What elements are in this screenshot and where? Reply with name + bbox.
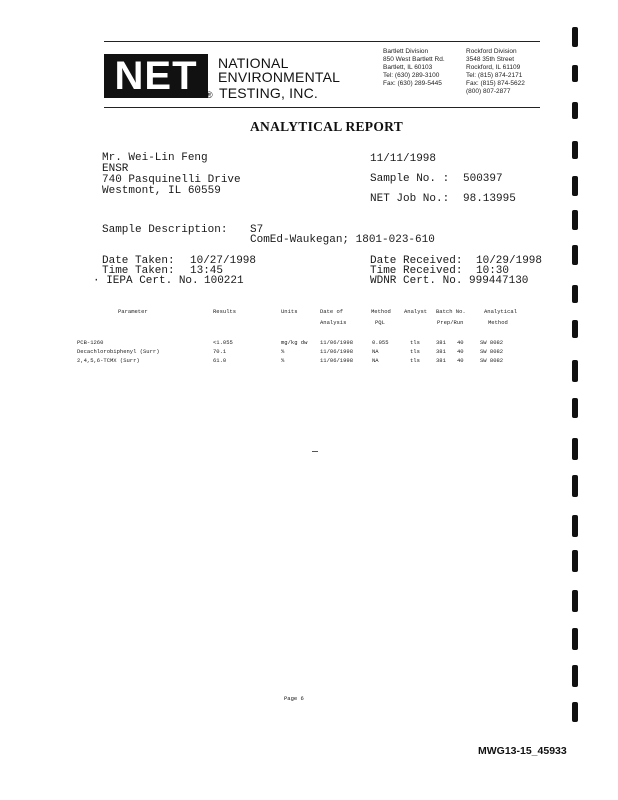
binder-mark [572,438,578,460]
row1-method: SW 8082 [480,339,504,346]
row2-analyst: tls [410,348,420,355]
sample-description-label: Sample Description: [102,224,228,236]
report-date: 11/11/1998 [370,153,437,165]
row3-pql: NA [372,357,379,364]
binder-mark [572,245,578,265]
row3-units: % [281,357,285,364]
row2-run: 40 [457,348,464,355]
job-no-value: 98.13995 [463,193,516,205]
date-received-value: 10/29/1998 [476,255,543,267]
row2-method: SW 8082 [480,348,504,355]
net-logo [104,54,208,98]
col-header-analysis: Analysis [320,319,347,326]
header-top-rule [104,41,540,42]
col-header-pql: PQL [375,319,385,326]
row1-parameter: PCB-1260 [77,339,104,346]
binder-mark [572,285,578,303]
sample-no-label: Sample No. : [370,173,450,185]
row1-date: 11/06/1998 [320,339,354,346]
row1-run: 40 [457,339,464,346]
wdnr-cert-label: WDNR Cert. No. [370,275,463,287]
logo-text: NET [114,53,198,98]
sample-description-line1: S7 [250,224,264,236]
row3-parameter: 2,4,5,6-TCMX (Surr) [77,357,140,364]
row3-run: 40 [457,357,464,364]
row2-pql: NA [372,348,379,355]
binder-mark [572,515,578,537]
company-name-line1: NATIONAL [218,55,289,71]
client-name: Mr. Wei-Lin Feng [102,152,208,164]
time-received-label: Time Received: [370,265,463,277]
row3-results: 61.0 [213,357,227,364]
rockford-line: Tel: (815) 874-2171 [466,72,523,79]
client-company: ENSR [102,163,129,175]
company-name-line3 [206,86,318,103]
binder-mark [572,702,578,722]
iepa-cert-bullet: · [93,275,107,287]
col-header-method2: Method [488,319,508,326]
row3-method: SW 8082 [480,357,504,364]
bartlett-line: Bartlett, IL 60103 [383,64,433,71]
col-header-units: Units [281,308,298,315]
rockford-line: Rockford, IL 61109 [466,64,521,71]
bartlett-line: Fax: (630) 289-5445 [383,80,442,87]
bartlett-line: Bartlett Division [383,48,429,55]
row3-analyst: tls [410,357,420,364]
binder-mark [572,590,578,612]
company-name-line2: ENVIRONMENTAL [218,69,341,85]
binder-mark [572,65,578,82]
col-header-date-of: Date of [320,308,344,315]
header-bottom-rule [104,107,540,108]
row2-batch: 381 [436,348,446,355]
company-name-line3-text: TESTING, INC. [218,85,318,101]
document-id: MWG13-15_45933 [478,745,567,757]
date-taken-label: Date Taken: [102,255,175,267]
date-received-label: Date Received: [370,255,463,267]
binder-mark [572,475,578,497]
row3-date: 11/06/1998 [320,357,354,364]
row1-pql: 0.055 [372,339,389,346]
col-header-method: Method [371,308,391,315]
col-header-results: Results [213,308,237,315]
registered-mark: ® [206,90,213,100]
rockford-line: 3548 35th Street [466,56,515,63]
binder-mark [572,628,578,650]
binder-mark [572,360,578,382]
time-received-value: 10:30 [476,265,510,277]
bartlett-line: Tel: (630) 289-3100 [383,72,440,79]
col-header-batch: Batch No. [436,308,466,315]
sample-no-value: 500397 [463,173,503,185]
row3-batch: 381 [436,357,446,364]
binder-mark [572,550,578,572]
job-no-label: NET Job No.: [370,193,450,205]
rockford-division-address [466,48,525,96]
bartlett-division-address [383,48,445,88]
time-taken-label: Time Taken: [102,265,175,277]
rockford-line: Rockford Division [466,48,517,55]
binder-mark [572,102,578,119]
binder-mark [572,27,578,47]
row1-batch: 381 [436,339,446,346]
col-header-parameter: Parameter [118,308,148,315]
date-taken-value: 10/27/1998 [190,255,257,267]
binder-mark [572,210,578,230]
iepa-cert-value: 100221 [204,275,244,287]
binder-mark [572,320,578,338]
rockford-line: Fax: (815) 874-5622 [466,80,525,87]
binder-mark [572,665,578,687]
client-street: 740 Pasquinelli Drive [102,174,241,186]
report-title: ANALYTICAL REPORT [250,119,404,134]
iepa-cert [93,275,199,287]
time-taken-value: 13:45 [190,265,224,277]
row2-units: % [281,348,285,355]
row1-results: <1.055 [213,339,233,346]
scan-speck [312,451,318,452]
row1-analyst: tls [410,339,420,346]
col-header-analyst: Analyst [404,308,428,315]
binder-mark [572,176,578,196]
sample-description-line2: ComEd-Waukegan; 1801-023-610 [250,234,435,246]
rockford-line: (800) 807-2877 [466,88,511,95]
client-city: Westmont, IL 60559 [102,185,221,197]
row1-units: mg/kg dw [281,339,308,346]
row2-date: 11/06/1998 [320,348,354,355]
row2-results: 70.1 [213,348,227,355]
bartlett-line: 850 West Bartlett Rd. [383,56,445,63]
col-header-analytical: Analytical [484,308,518,315]
client-address [102,153,241,197]
wdnr-cert-value: 999447130 [469,275,529,287]
row2-parameter: Decachlorobiphenyl (Surr) [77,348,160,355]
binder-mark [572,398,578,418]
page-number: Page 6 [284,695,304,702]
col-header-prep-run: Prep/Run [437,319,464,326]
binder-mark [572,141,578,159]
iepa-cert-label: IEPA Cert. No. [106,275,199,287]
